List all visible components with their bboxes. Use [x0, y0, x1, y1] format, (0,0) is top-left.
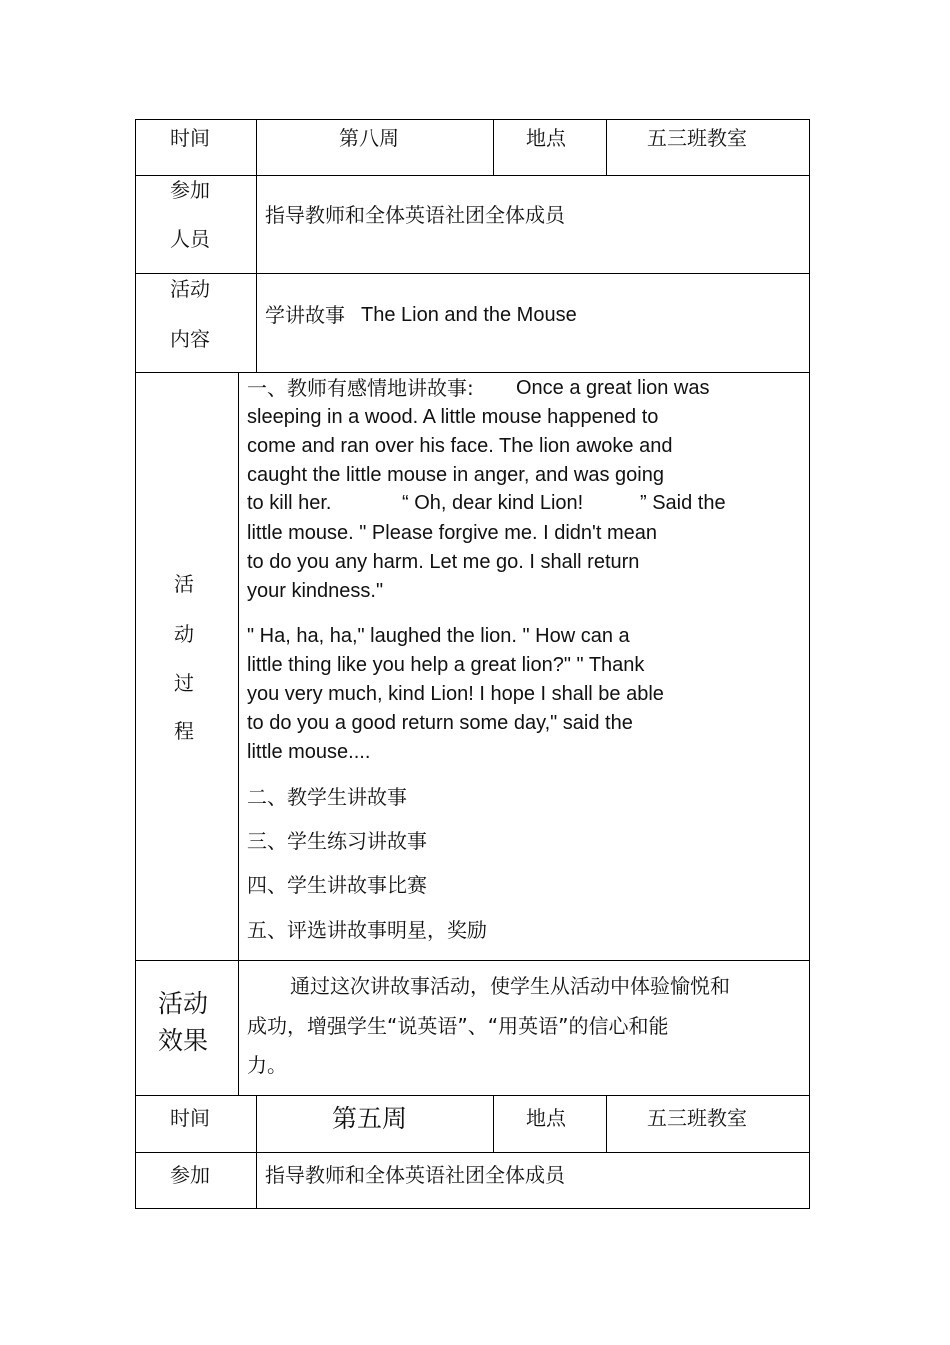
story-line: to kill her. [247, 492, 332, 514]
story-line: " Ha, ha, ha," laughed the lion. " How can a [247, 625, 630, 647]
process-step: 四、学生讲故事比赛 [247, 873, 427, 897]
process-label-char: 过 [174, 671, 194, 695]
story-line: “ Oh, dear kind Lion! [402, 492, 584, 514]
story-line: little mouse. " Please forgive me. I didn't mean [247, 522, 657, 544]
process-step: 二、教学生讲故事 [247, 785, 407, 809]
table-border [135, 273, 810, 274]
table-border [135, 1208, 810, 1209]
table-border [135, 119, 810, 120]
participants-value: 指导教师和全体英语社团全体成员 [265, 1163, 565, 1187]
place-label: 地点 [526, 126, 566, 150]
process-step: 三、学生练习讲故事 [247, 829, 427, 853]
participants-label: 参加 [170, 1163, 210, 1187]
effect-label-line-1: 活动 [158, 989, 209, 1018]
content-label-line-1: 活动 [170, 277, 210, 301]
table-border [135, 960, 810, 961]
place-value: 五三班教室 [647, 1106, 747, 1130]
time-label: 时间 [170, 1106, 210, 1130]
place-label: 地点 [526, 1106, 566, 1130]
process-intro: 一、教师有感情地讲故事: [247, 376, 474, 400]
process-label-char: 活 [174, 572, 194, 596]
process-step: 五、评选讲故事明星，奖励 [247, 918, 487, 942]
process-label-char: 程 [174, 719, 194, 743]
table-border [606, 1095, 607, 1152]
effect-text-line: 通过这次讲故事活动，使学生从活动中体验愉悦和 [290, 974, 730, 998]
table-border [135, 1095, 136, 1209]
time-label: 时间 [170, 126, 210, 150]
table-border [135, 119, 136, 1096]
content-value-cn: 学讲故事 [265, 303, 345, 327]
story-line: little mouse.... [247, 741, 371, 763]
story-line: to do you any harm. Let me go. I shall return [247, 551, 640, 573]
story-line: Once a great lion was [516, 377, 710, 399]
story-line: caught the little mouse in anger, and was going [247, 464, 664, 486]
table-border [493, 119, 494, 175]
table-border [135, 175, 810, 176]
table-border [493, 1095, 494, 1152]
content-label-line-2: 内容 [170, 327, 210, 351]
effect-text-line: 成功，增强学生“说英语”、“用英语”的信心和能 [247, 1014, 669, 1038]
table-border [256, 1095, 257, 1209]
table-border [606, 119, 607, 175]
story-line: you very much, kind Lion! I hope I shall be able [247, 683, 664, 705]
participants-value: 指导教师和全体英语社团全体成员 [265, 203, 565, 227]
table-border [238, 372, 239, 1096]
table-border [256, 119, 257, 372]
story-line: ” Said the [640, 492, 726, 514]
content-value-en: The Lion and the Mouse [361, 304, 577, 326]
process-label-char: 动 [174, 622, 194, 646]
effect-label-line-2: 效果 [158, 1026, 209, 1055]
story-line: your kindness." [247, 580, 384, 602]
week-value: 第八周 [339, 126, 399, 150]
table-border [135, 1152, 810, 1153]
story-line: come and ran over his face. The lion awoke and [247, 435, 673, 457]
table-border [135, 372, 810, 373]
story-line: sleeping in a wood. A little mouse happened to [247, 406, 659, 428]
table-border [809, 119, 810, 1096]
week-value: 第五周 [332, 1104, 408, 1133]
table-border [809, 1095, 810, 1209]
story-line: little thing like you help a great lion?" " Thank [247, 654, 645, 676]
place-value: 五三班教室 [647, 126, 747, 150]
effect-text-line: 力。 [247, 1053, 287, 1077]
participants-label-line-1: 参加 [170, 178, 210, 202]
table-border [135, 1095, 810, 1096]
participants-label-line-2: 人员 [170, 227, 210, 251]
story-line: to do you a good return some day," said the [247, 712, 633, 734]
